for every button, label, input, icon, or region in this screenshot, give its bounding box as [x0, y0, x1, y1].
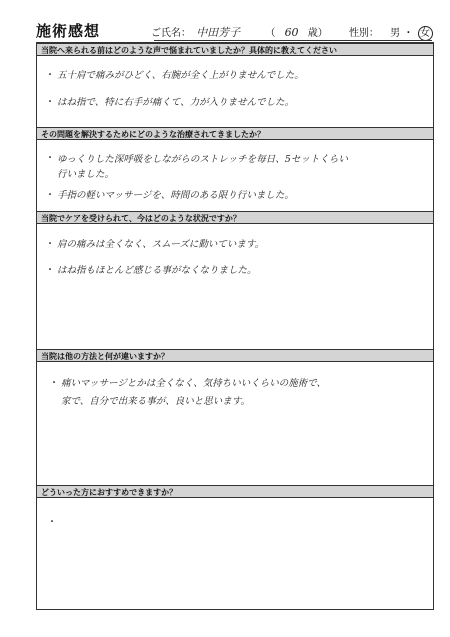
gender-male-option: 男: [390, 28, 401, 39]
question-5: どういった方におすすめできますか？: [37, 485, 433, 498]
bullet-mark: ・: [45, 265, 55, 276]
form-table: [36, 42, 434, 610]
bullet-mark: ・: [45, 97, 55, 108]
answer-4-line-1: 痛いマッサージとかは全くなく、気持ちいいくらいの施術で、: [61, 378, 327, 389]
age-value: 60: [284, 26, 299, 39]
answer-2-line-2: 行いました。: [57, 169, 115, 180]
answer-1-line-1: 五十肩で痛みがひどく、右腕が全く上がりませんでした。: [57, 70, 304, 81]
bullet-mark: ・: [45, 70, 55, 81]
gender-label: 性別：: [348, 28, 379, 39]
gender-female-option-circled: 女: [418, 26, 433, 41]
question-2: その問題を解決するためにどのような治療されてきましたか？: [37, 127, 433, 140]
bullet-mark: ・: [45, 153, 55, 164]
age-unit: 歳）: [307, 28, 328, 39]
answer-1-line-2: はね指で、特に右手が痛くて、力が入りませんでした。: [57, 97, 295, 108]
question-3: 当院でケアを受けられて、今はどのような状況ですか？: [37, 211, 433, 224]
bullet-mark: ・: [45, 239, 55, 250]
answer-4-line-2: 家で、自分で出来る事が、良いと思います。: [61, 396, 251, 407]
answer-2-line-3: 手指の軽いマッサージを、時間のある限り行いました。: [57, 190, 294, 201]
respondent-info: [151, 24, 433, 41]
answer-3-line-1: 肩の痛みは全くなく、スムーズに動いています。: [57, 239, 265, 250]
question-1: 当院へ来られる前はどのような声で悩まれていましたか？具体的に教えてください: [37, 43, 433, 56]
gender-separator: ・: [403, 28, 414, 39]
bullet-mark: ・: [45, 190, 55, 201]
name-label: ご氏名：: [151, 28, 191, 39]
answer-3-line-2: はね指もほとんど感じる事がなくなりました。: [57, 265, 257, 276]
bullet-mark: ・: [49, 378, 59, 389]
question-4: 当院は他の方法と何が違いますか？: [37, 349, 433, 362]
form-title: 施術感想: [36, 22, 101, 40]
name-value: 中田芳子: [196, 26, 241, 39]
age-open-paren: （: [265, 28, 276, 39]
answer-2-line-1: ゆっくりした深呼吸をしながらのストレッチを毎日、5セットくらい: [57, 154, 348, 165]
header-underline: [154, 40, 432, 41]
form-header: [36, 20, 432, 42]
bullet-mark: ・: [47, 517, 57, 528]
